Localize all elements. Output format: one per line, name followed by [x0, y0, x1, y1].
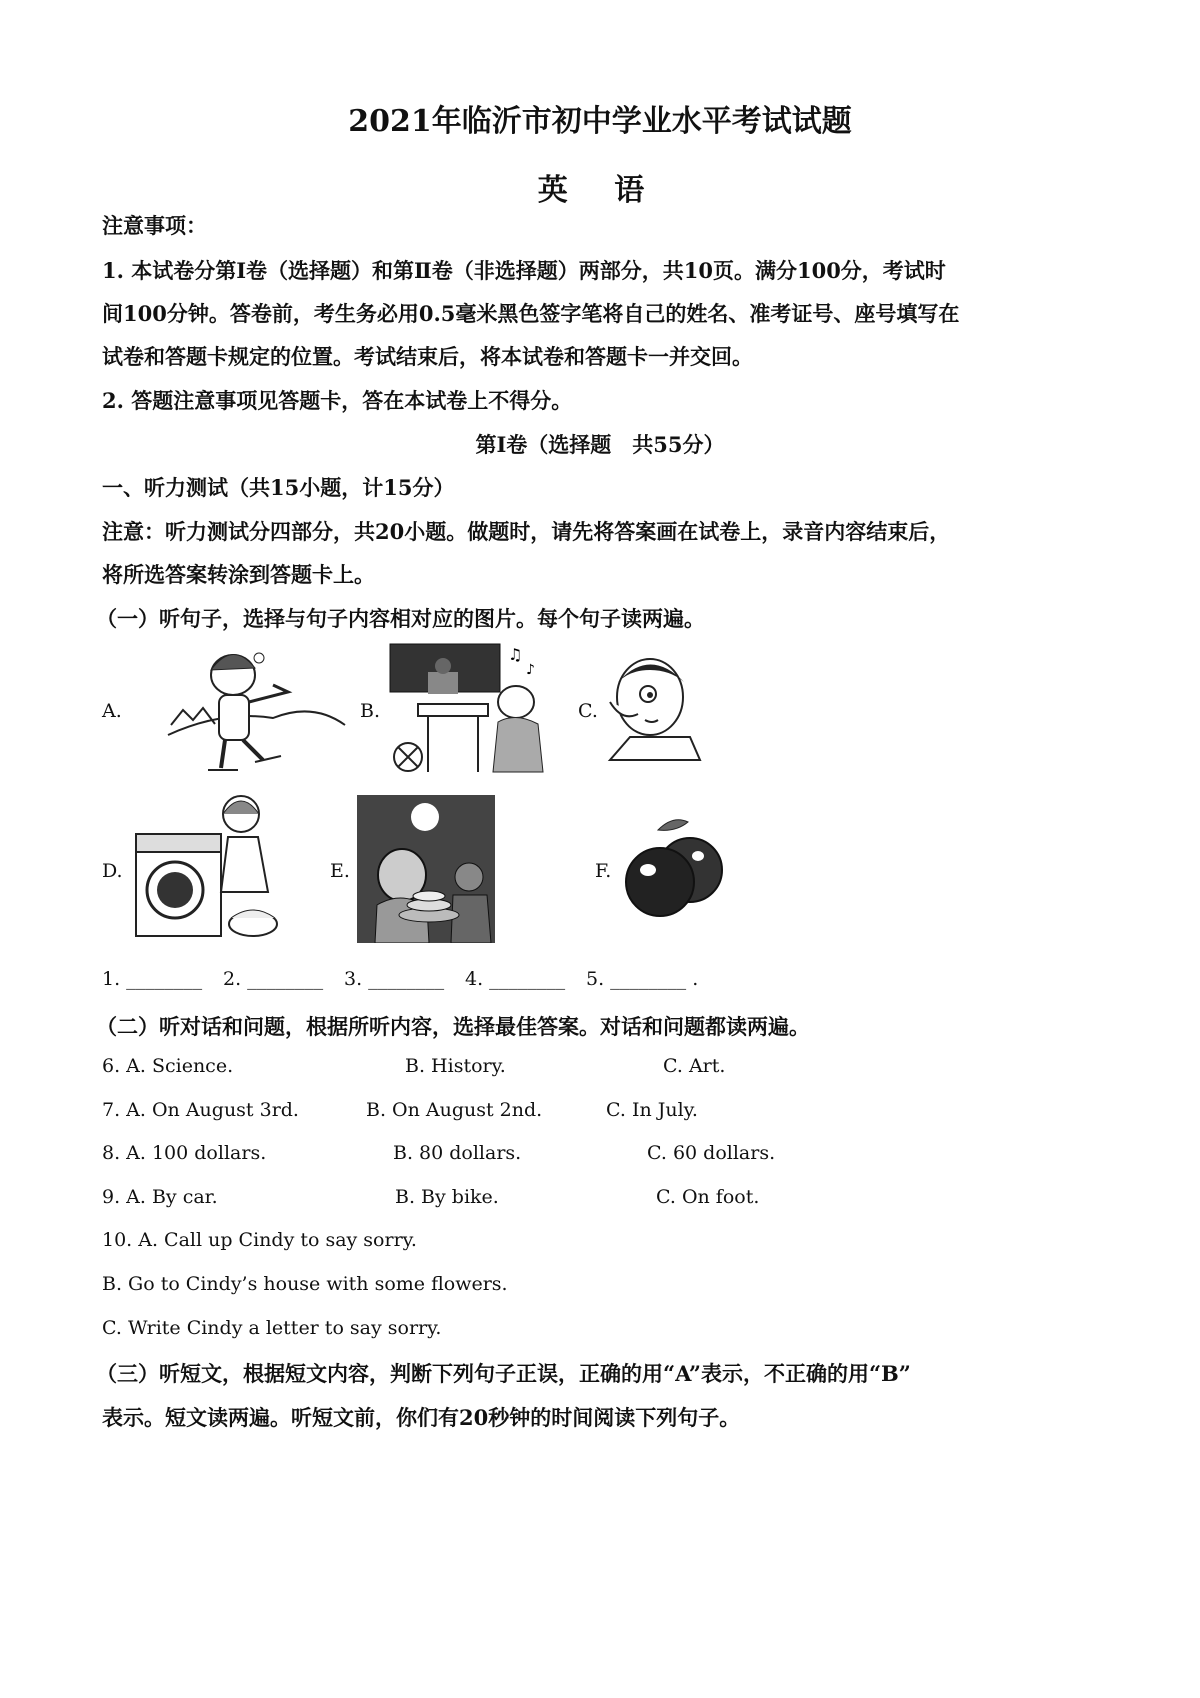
part3-heading: 表示。短文读两遍。听短文前，你们有20秒钟的时间阅读下列句子。 [102, 1405, 741, 1430]
notice-heading: 注意事项： [102, 213, 207, 238]
q8-option-b: B. 80 dollars. [393, 1142, 522, 1164]
section1-note: 注意：听力测试分四部分，共20小题。做题时，请先将答案画在试卷上，录音内容结束后， [102, 519, 951, 544]
q10-option-c: C. Write Cindy a letter to say sorry. [102, 1317, 442, 1339]
q7-option-a: 7. A. On August 3rd. [102, 1099, 299, 1121]
mooncake-night-picture [357, 795, 495, 943]
section1-note: 将所选答案转涂到答题卡上。 [102, 562, 375, 587]
notice-line: 间100分钟。答卷前，考生务必用0.5毫米黑色签字笔将自己的姓名、准考证号、座号填写在 [102, 301, 960, 326]
picture-label-f: F. [595, 860, 612, 882]
q10-option-a: 10. A. Call up Cindy to say sorry. [102, 1229, 417, 1251]
picture-label-c: C. [578, 700, 598, 722]
notice-line: 试卷和答题卡规定的位置。考试结束后，将本试卷和答题卡一并交回。 [102, 344, 753, 369]
q6-option-a: 6. A. Science. [102, 1055, 234, 1077]
q10-option-b: B. Go to Cindy’s house with some flowers. [102, 1273, 508, 1295]
skater-picture [163, 640, 348, 775]
volume-heading: 第Ⅰ卷（选择题 共55分） [475, 432, 725, 457]
picture-label-b: B. [360, 700, 381, 722]
page-title: 2021年临沂市初中学业水平考试试题 [348, 104, 852, 139]
notice-line: 1. 本试卷分第Ⅰ卷（选择题）和第Ⅱ卷（非选择题）两部分，共10页。满分100分，考试时 [102, 258, 946, 283]
picture-label-e: E. [330, 860, 350, 882]
part1-heading: （一）听句子，选择与句子内容相对应的图片。每个句子读两遍。 [96, 606, 705, 631]
notice-line: 2. 答题注意事项见答题卡，答在本试卷上不得分。 [102, 388, 573, 413]
part3-heading: （三）听短文，根据短文内容，判断下列句子正误，正确的用“A”表示，不正确的用“B” [96, 1361, 911, 1386]
q7-option-c: C. In July. [606, 1099, 698, 1121]
svg-text:♫: ♫ [508, 645, 523, 664]
q9-option-a: 9. A. By car. [102, 1186, 218, 1208]
q8-option-a: 8. A. 100 dollars. [102, 1142, 267, 1164]
q7-option-b: B. On August 2nd. [366, 1099, 543, 1121]
subject-title: 英 语 [537, 173, 663, 208]
washing-machine-picture [133, 792, 278, 944]
apples-picture [618, 810, 726, 922]
section1-heading: 一、听力测试（共15小题，计15分） [102, 475, 455, 500]
classroom-music-picture [388, 642, 548, 777]
q8-option-c: C. 60 dollars. [647, 1142, 776, 1164]
q6-option-c: C. Art. [663, 1055, 726, 1077]
q9-option-b: B. By bike. [395, 1186, 499, 1208]
q6-option-b: B. History. [405, 1055, 506, 1077]
svg-text:♪: ♪ [526, 662, 535, 678]
boy-toothache-picture [600, 652, 705, 764]
answer-blank: 3. ________ [344, 968, 445, 990]
answer-blank: 4. ________ [465, 968, 566, 990]
answer-blank: 2. ________ [223, 968, 324, 990]
picture-label-d: D. [102, 860, 123, 882]
part2-heading: （二）听对话和问题，根据所听内容，选择最佳答案。对话和问题都读两遍。 [96, 1014, 810, 1039]
answer-blank: 1. ________ [102, 968, 203, 990]
picture-label-a: A. [102, 700, 122, 722]
answer-blank: 5. ________ . [586, 968, 699, 990]
q9-option-c: C. On foot. [656, 1186, 760, 1208]
